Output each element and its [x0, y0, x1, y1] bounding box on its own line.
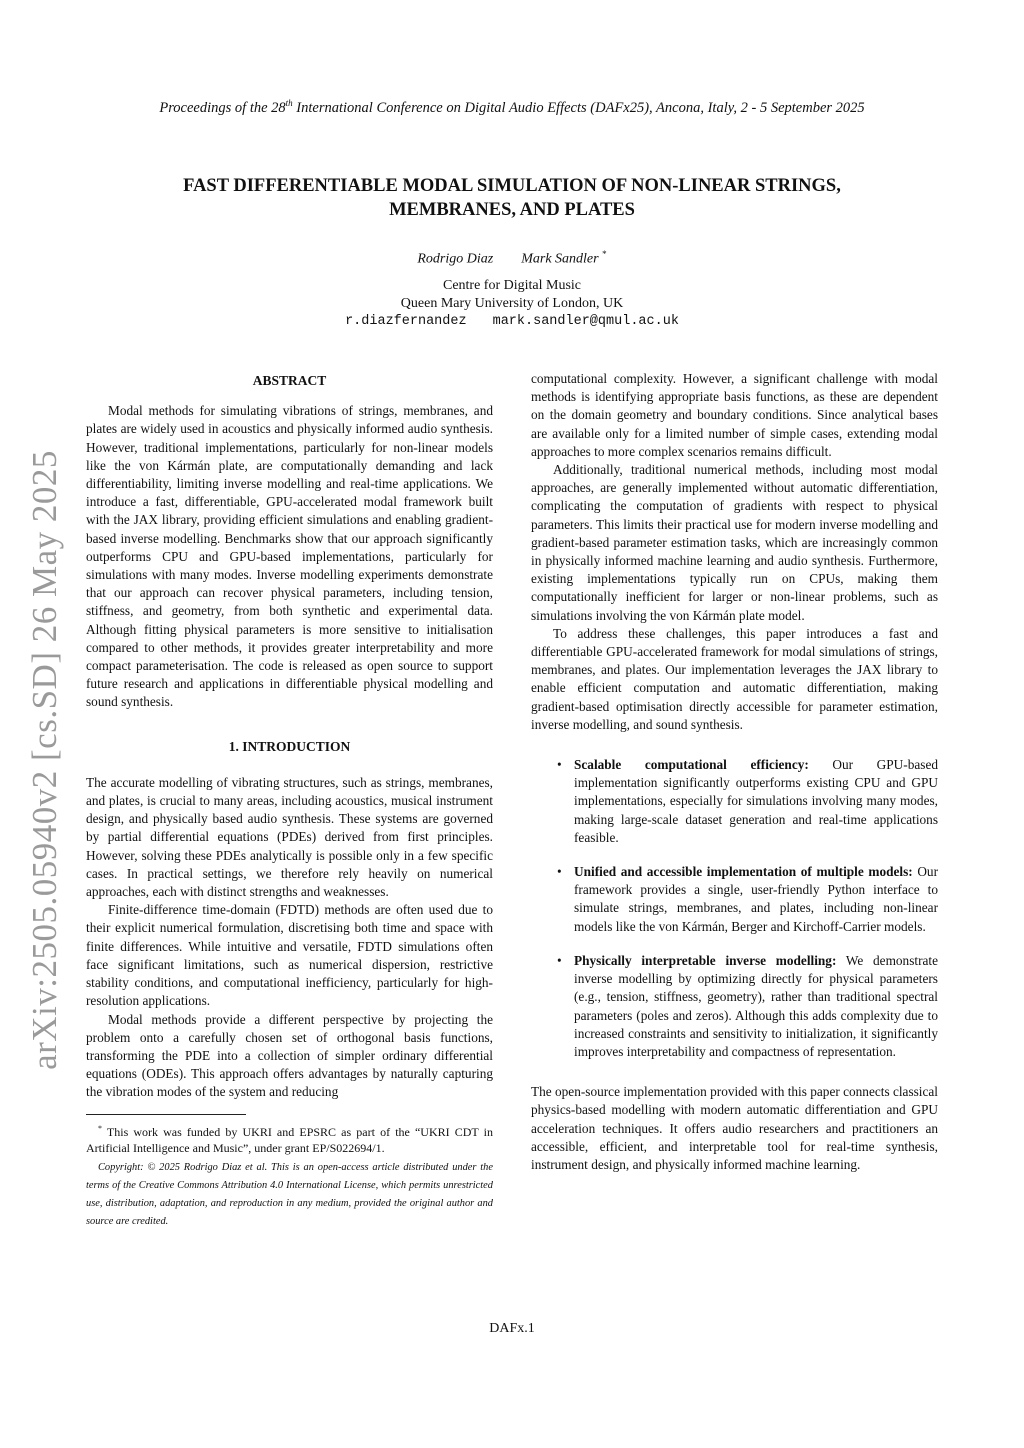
introduction-heading: 1. INTRODUCTION [228, 738, 351, 754]
affiliation [0, 277, 1024, 331]
intro-paragraph-2: Finite-difference time-domain (FDTD) methods are often used due to their explicit numerical formulation, discretising both time and space with finite differences. While intuitive and versatile, FDTD simulations often face significant limitations, such as numerical dispersion, restrictive stability conditions, and computational inefficiency, particularly for high-resolution applications. [86, 902, 493, 1009]
title-line-1: FAST DIFFERENTIABLE MODAL SIMULATION OF NON-LINEAR STRINGS, [183, 176, 841, 196]
right-paragraph-1: computational complexity. However, a significant challenge with modal methods is identifying appropriate basis functions, as these are dependent on the domain geometry and boundary conditions. Since analytical bases are available only for a limited number of simple cases, extending modal approaches to more complex scenarios remains difficult. [531, 371, 938, 459]
arxiv-side-stamp [25, 440, 64, 1080]
author-2-footnote-mark: * [602, 249, 607, 259]
left-column [86, 370, 493, 1231]
author-2: Mark Sandler [521, 251, 599, 267]
author-1: Rodrigo Diaz [417, 251, 494, 267]
right-paragraph-4: The open-source implementation provided with this paper connects classical physics-based modelling with modern automatic differentiation and GPU acceleration techniques. It offers audio researchers and practitioners an accessible, efficient, and interpretable tool for real-time synthesis, instrument design, and physically informed machine learning. [531, 1084, 938, 1172]
arxiv-identifier: arXiv:2505.05940v2 [cs.SD] 26 May 2025 [25, 450, 64, 1070]
abstract-text: Modal methods for simulating vibrations of strings, membranes, and plates are widely used in acoustics and physically informed audio synthesis. However, traditional implementations, particularly for non-linear models like the von Kármán plate, are computationally demanding and lack differentiability, limiting inverse modelling and real-time applications. We introduce a fast, differentiable, GPU-accelerated modal framework built with the JAX library, providing efficient simulations and enabling gradient-based inverse modelling. Benchmarks show that our approach significantly outperforms CPU and GPU-based implementations, particularly for simulations with many modes. Inverse modelling experiments demonstrate that our approach can recover physical parameters, including tension, stiffness, and geometry, from both synthetic and experimental data. Although fitting physical parameters is more sensitive to initialisation compared to other methods, it provides greater interpretability and more compact parameterisation. The code is released as open source to support future research and applications in differentiable physical modelling and sound synthesis. [86, 403, 493, 710]
copyright-notice: Copyright: © 2025 Rodrigo Diaz et al. This is an open-access article distributed under the terms of the Creative Commons Attribution 4.0 International License, which permits unrestricted use, distribution, adaptation, and reproduction in any medium, provided the original author and source are credited. [86, 1161, 493, 1227]
affiliation-university: Queen Mary University of London, UK [400, 296, 624, 311]
right-paragraph-2: Additionally, traditional numerical methods, including most modal approaches, are generally implemented without automatic differentiation, complicating the computation of gradients with respect to physical parameters. This limits their practical use for modern inverse modelling and gradient-based parameter estimation tasks, which are increasingly common in physically informed machine learning and audio synthesis. Furthermore, existing implementations typically run on CPUs, making them computationally inefficient for larger or non-linear problems, such as simulations involving the von Kármán plate model. [531, 462, 938, 623]
footnote-divider [86, 1114, 246, 1115]
bullet-icon: • [557, 864, 562, 880]
authors [0, 249, 1024, 268]
funding-footnote: * This work was funded by UKRI and EPSRC as part of the “UKRI CDT in Artificial Intelligence and Music”, under grant EP/S022694/1. [86, 1123, 493, 1155]
page-number: DAFx.1 [489, 1321, 535, 1336]
email-2: mark.sandler@qmul.ac.uk [492, 314, 679, 329]
title-line-2: MEMBRANES, AND PLATES [389, 200, 635, 220]
paper-title [100, 174, 924, 222]
contributions-list [531, 756, 938, 1061]
list-item: • Scalable computational efficiency: Our GPU-based implementation significantly outperforms existing CPU and GPU implementations, especially for simulations involving many modes, making large-scale dataset generation and real-time applications feasible. [557, 757, 938, 845]
right-column [531, 370, 938, 1174]
bullet-icon: • [557, 757, 562, 773]
email-1: r.diazfernandez [345, 314, 467, 329]
author-emails [0, 313, 1024, 331]
affiliation-centre: Centre for Digital Music [442, 278, 582, 293]
right-paragraph-3: To address these challenges, this paper introduces a fast and differentiable GPU-accelerated framework for modal simulations of strings, membranes, and plates. Our implementation leverages the JAX library to enable efficient computation and automatic differentiation, making gradient-based optimisation directly accessible for parameter estimation, inverse modelling, and sound synthesis. [531, 625, 938, 732]
bullet-icon: • [557, 952, 562, 968]
conference-header: Proceedings of the 28th International Conference on Digital Audio Effects (DAFx25), Ancona, Italy, 2 - 5 September 2025 [159, 98, 865, 116]
intro-paragraph-3: Modal methods provide a different perspective by projecting the problem onto a carefully chosen set of orthogonal basis functions, transforming the PDE into a collection of simpler ordinary differential equations (ODEs). This approach offers advantages by naturally capturing the vibration modes of the system and reducing [86, 1011, 493, 1100]
intro-paragraph-1: The accurate modelling of vibrating structures, such as strings, membranes, and plates, is crucial to many areas, including acoustics, musical instrument design, and physically based audio synthesis. These systems are governed by partial differential equations (PDEs) derived from first principles. However, solving these PDEs analytically is possible only in a few specific cases. In practical settings, we therefore rely heavily on numerical approaches, each with distinct strengths and weaknesses. [86, 774, 493, 900]
abstract-heading: ABSTRACT [252, 373, 327, 388]
list-item: • Unified and accessible implementation of multiple models: Our framework provides a single, user-friendly Python interface to simulate strings, membranes, and plates, including non-linear models like the von Kármán, Berger and Kirchoff-Carrier models. [557, 864, 938, 934]
list-item: • Physically interpretable inverse modelling: We demonstrate inverse modelling by optimizing directly for physical parameters (e.g., tension, stiffness, geometry), rather than traditional spectral parameters (poles and zeros). Although this adds complexity due to increased constraints and sensitivity to initialization, it significantly improves interpretability and compactness of representation. [557, 952, 939, 1059]
